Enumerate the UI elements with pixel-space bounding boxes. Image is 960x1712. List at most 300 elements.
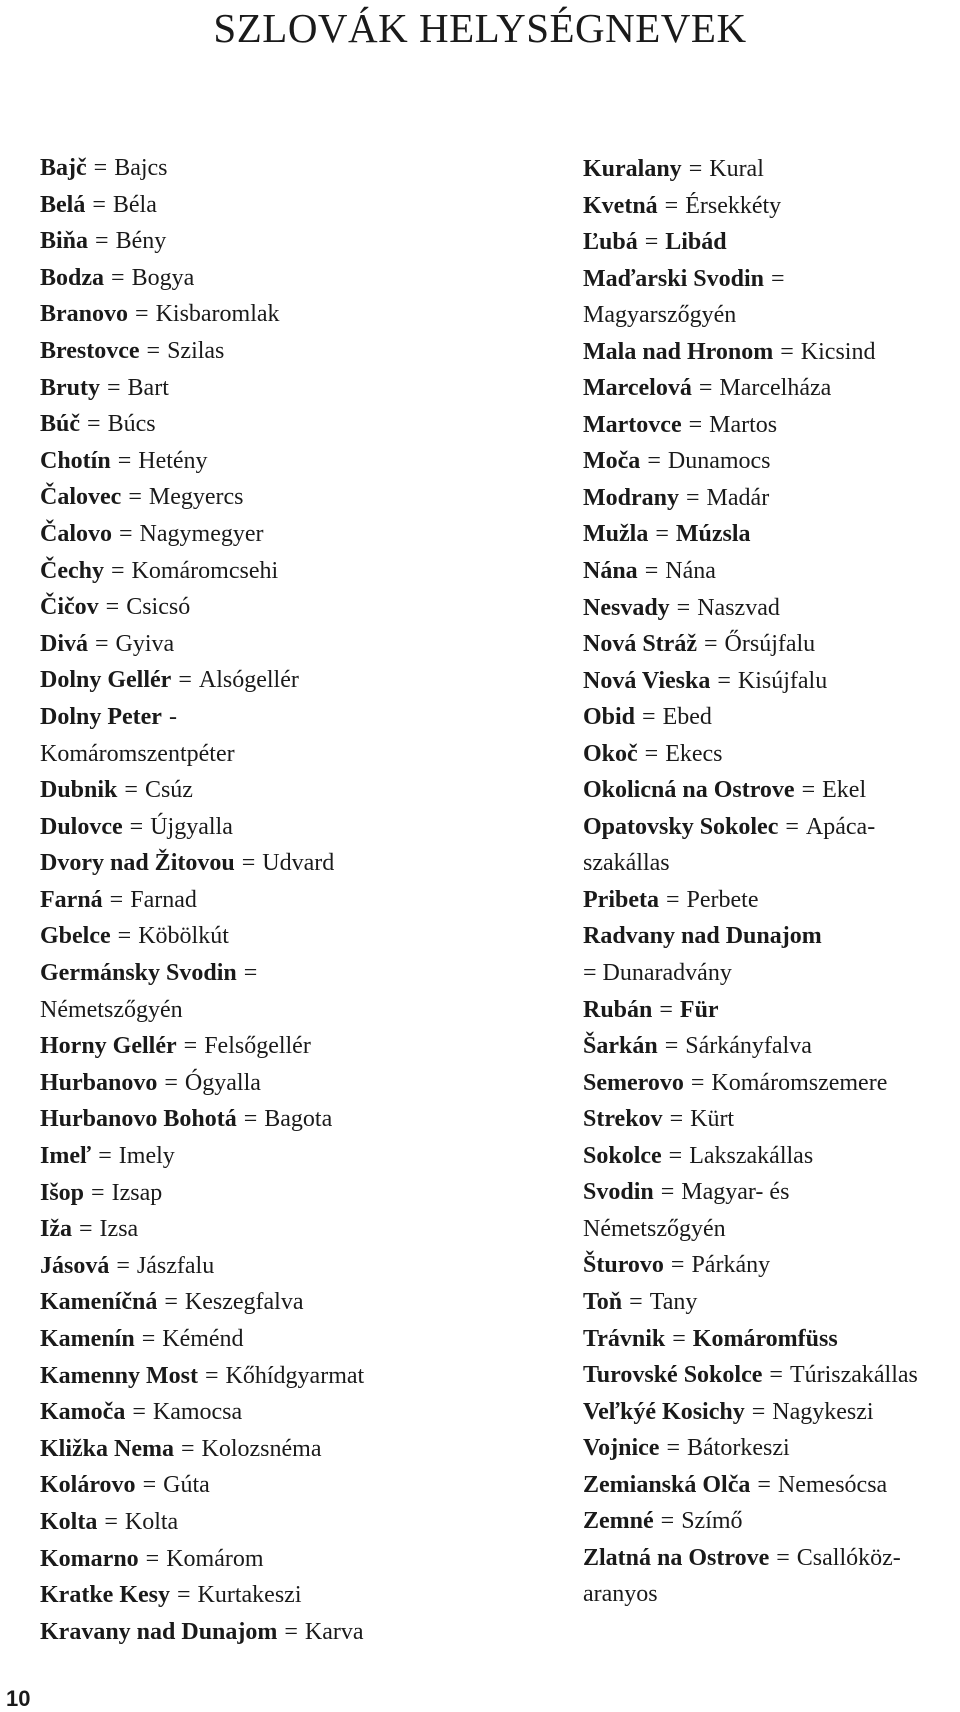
place-name-entry: [583, 1028, 958, 1065]
place-name-entry: [40, 662, 460, 699]
equals-sign: =: [660, 1508, 675, 1535]
equals-sign: =: [176, 1582, 191, 1609]
equals-sign: =: [751, 1398, 766, 1425]
place-name-entry: [40, 150, 460, 187]
equals-sign: =: [98, 1143, 112, 1170]
place-name-entry: [40, 1358, 460, 1395]
equals-sign: =: [117, 447, 132, 474]
place-name-entry: [40, 1028, 460, 1065]
equals-sign: =: [676, 594, 691, 621]
equals-sign: =: [780, 338, 794, 365]
slovak-name: Komarno: [40, 1545, 139, 1572]
hungarian-name: Szímő: [681, 1508, 743, 1535]
equals-sign: =: [243, 960, 258, 987]
hungarian-name: Kőhídgyarmat: [225, 1362, 365, 1389]
place-name-entry: [40, 479, 460, 516]
hungarian-name: Keszegfalva: [184, 1289, 304, 1316]
slovak-name: Okolicná na Ostrove: [583, 777, 795, 804]
slovak-name: Biňa: [40, 228, 89, 255]
slovak-name: Imeľ: [40, 1143, 92, 1170]
entry-continuation: Németszőgyén: [40, 996, 183, 1023]
place-name-entry: [583, 151, 958, 188]
place-name-entry: [40, 809, 460, 846]
hungarian-name: Komáromcsehi: [131, 557, 279, 584]
place-name-entry: [40, 845, 460, 882]
hungarian-name: Csallóköz-: [796, 1544, 901, 1571]
hungarian-name: Bény: [115, 228, 167, 255]
equals-sign: =: [95, 228, 109, 255]
place-name-entry: [583, 992, 958, 1029]
hungarian-name: Köbölkút: [138, 923, 229, 950]
place-name-entry: [583, 1467, 958, 1504]
hungarian-name: Kicsind: [800, 338, 876, 365]
place-name-entry: [583, 480, 958, 517]
hungarian-name: Nagykeszi: [772, 1398, 874, 1425]
equals-sign: =: [111, 264, 125, 291]
slovak-name: Pribeta: [583, 886, 659, 913]
equals-sign: =: [107, 374, 121, 401]
place-name-entry: [583, 443, 958, 480]
slovak-name: Nová Vieska: [583, 667, 711, 694]
hungarian-name: Naszvad: [697, 594, 780, 621]
hungarian-name: Hetény: [138, 447, 208, 474]
place-name-entry: [583, 224, 958, 261]
slovak-name: Sokolce: [583, 1142, 662, 1169]
slovak-name: Kamoča: [40, 1399, 126, 1426]
slovak-name: Maďarski Svodin: [583, 265, 764, 292]
place-name-entry: [40, 1431, 460, 1468]
slovak-name: Horny Gellér: [40, 1033, 177, 1060]
place-name-entry: [583, 516, 958, 553]
slovak-name: Farná: [40, 886, 103, 913]
place-name-entry: [40, 260, 460, 297]
place-name-entry: [583, 1284, 958, 1321]
equals-sign: =: [116, 1252, 130, 1279]
page-title: SZLOVÁK HELYSÉGNEVEK: [213, 5, 747, 51]
slovak-name: Kamenín: [40, 1326, 135, 1352]
slovak-name: Kolárovo: [40, 1472, 136, 1499]
slovak-name: Dolny Peter: [40, 703, 162, 730]
place-name-entry: [583, 1321, 958, 1358]
hungarian-name: Csúz: [144, 777, 193, 804]
hungarian-name: Kéménd: [162, 1326, 244, 1352]
hungarian-name: Érsekkéty: [685, 192, 782, 219]
slovak-name: Modrany: [583, 484, 679, 511]
page-number: 10: [6, 1686, 31, 1711]
place-name-entry: [40, 1138, 460, 1175]
equals-sign: =: [717, 667, 731, 694]
slovak-name: Ľubá: [583, 229, 638, 256]
equals-sign: =: [644, 229, 659, 256]
slovak-name: Zemné: [583, 1508, 654, 1535]
hungarian-name: Udvard: [262, 850, 335, 877]
hungarian-name: Für: [679, 996, 719, 1023]
slovak-name: Čičov: [40, 594, 99, 621]
place-name-entry: [40, 626, 460, 663]
hungarian-name: Jászfalu: [136, 1252, 215, 1279]
hungarian-name: Bogya: [131, 264, 195, 291]
hungarian-name: Nána: [665, 558, 716, 585]
place-name-entry: [40, 296, 460, 333]
place-name-entry: [40, 1284, 460, 1321]
hungarian-name: Karva: [304, 1618, 364, 1645]
slovak-name: Semerovo: [583, 1069, 684, 1096]
place-name-entry: [583, 334, 958, 371]
place-name-entry: [40, 1467, 460, 1504]
place-name-entry: [583, 736, 958, 773]
equals-sign: =: [668, 1142, 683, 1169]
slovak-name: Mužla: [583, 521, 649, 548]
equals-sign: =: [104, 1508, 118, 1535]
equals-sign: =: [183, 1033, 198, 1060]
equals-sign: =: [117, 923, 132, 950]
hungarian-name: Ekel: [822, 777, 867, 804]
entry-continuation: = Dunaradvány: [583, 960, 732, 987]
place-name-entry: [40, 955, 460, 992]
equals-sign: =: [110, 557, 125, 584]
hungarian-name: Izsa: [99, 1216, 139, 1243]
slovak-name: Nová Stráž: [583, 631, 697, 658]
place-name-entry: [40, 187, 460, 224]
hungarian-name: Bátorkeszi: [687, 1435, 790, 1462]
hungarian-name: Kural: [709, 156, 764, 182]
place-name-entry: [583, 626, 958, 663]
slovak-name: Dolny Gellér: [40, 667, 172, 694]
equals-sign: =: [129, 813, 144, 840]
place-name-entry: [583, 1065, 958, 1102]
hungarian-name: Libád: [665, 229, 727, 256]
equals-sign: =: [109, 886, 124, 913]
slovak-name: Strekov: [583, 1106, 663, 1133]
place-name-entry: [40, 1394, 460, 1431]
slovak-name: Kratke Kesy: [40, 1582, 170, 1609]
place-name-entry: [583, 1540, 958, 1577]
place-name-entry: [583, 918, 958, 955]
equals-sign: =: [105, 594, 120, 621]
hungarian-name: Farnad: [130, 886, 197, 913]
entry-continuation: Komáromszentpéter: [40, 740, 235, 767]
hungarian-name: Bajcs: [114, 155, 168, 181]
place-name-entry: [583, 188, 958, 225]
equals-sign: =: [629, 1288, 643, 1315]
slovak-name: Radvany nad Dunajom: [583, 923, 822, 950]
hungarian-name: Megyercs: [148, 484, 244, 511]
slovak-name: Vojnice: [583, 1435, 660, 1462]
equals-sign: =: [664, 1033, 679, 1060]
hungarian-name: Kurtakeszi: [197, 1582, 302, 1609]
slovak-name: Gbelce: [40, 923, 111, 950]
slovak-name: Búč: [40, 411, 81, 438]
equals-sign: =: [178, 667, 192, 694]
slovak-name: Zemianská Olča: [583, 1471, 751, 1498]
hungarian-name: Ebed: [662, 704, 712, 731]
place-name-entry: [583, 1247, 958, 1284]
equals-sign: =: [164, 1069, 178, 1096]
equals-sign: =: [688, 411, 703, 438]
slovak-name: Išop: [40, 1179, 85, 1206]
equals-sign: =: [690, 1069, 705, 1096]
equals-sign: =: [145, 1545, 160, 1572]
equals-sign: =: [241, 850, 256, 877]
slovak-name: Branovo: [40, 301, 129, 328]
equals-sign: =: [669, 1106, 684, 1133]
place-name-entry: [583, 882, 958, 919]
slovak-name: Belá: [40, 191, 86, 218]
slovak-name: Dvory nad Žitovou: [40, 850, 235, 877]
place-name-entry: [40, 1577, 460, 1614]
hungarian-name: Felsőgellér: [204, 1033, 311, 1060]
hungarian-name: Nagymegyer: [139, 520, 264, 547]
hungarian-name: Kolozsnéma: [201, 1435, 322, 1462]
slovak-name: Nána: [583, 558, 638, 585]
hungarian-name: Múzsla: [675, 521, 751, 548]
equals-sign: =: [135, 301, 149, 328]
equals-sign: =: [132, 1399, 146, 1426]
place-name-entry: [40, 1614, 460, 1651]
place-name-entry: [583, 370, 958, 407]
equals-sign: =: [95, 630, 109, 657]
slovak-name: Zlatná na Ostrove: [583, 1544, 770, 1571]
hungarian-name: Alsógellér: [198, 667, 299, 694]
hungarian-name: Túriszakállas: [789, 1362, 918, 1389]
equals-sign: =: [91, 1179, 105, 1206]
equals-sign: =: [243, 1106, 258, 1133]
slovak-name: Iža: [40, 1216, 72, 1243]
hungarian-name: Marcelháza: [719, 375, 832, 402]
place-name-entry: [40, 1211, 460, 1248]
equals-sign: =: [757, 1471, 771, 1498]
hungarian-name: Imely: [118, 1143, 175, 1170]
place-name-entry: [583, 553, 958, 590]
slovak-name: Kolta: [40, 1508, 98, 1535]
equals-sign: =: [644, 740, 659, 767]
place-name-entry: [40, 918, 460, 955]
place-name-entry: [40, 699, 460, 736]
hungarian-name: Béla: [112, 191, 157, 218]
slovak-name: Kameníčná: [40, 1289, 158, 1316]
equals-sign: =: [665, 886, 680, 913]
equals-sign: =: [180, 1435, 195, 1462]
hungarian-name: Perbete: [686, 886, 759, 913]
hungarian-name: Izsap: [111, 1179, 163, 1206]
equals-sign: =: [785, 813, 799, 840]
place-name-entry: [40, 1541, 460, 1578]
slovak-name: Šarkán: [583, 1033, 658, 1060]
hungarian-name: Bart: [127, 374, 169, 401]
equals-sign: =: [769, 1362, 783, 1389]
equals-sign: =: [770, 265, 785, 292]
place-name-entry: [583, 407, 958, 444]
place-name-entry: [40, 223, 460, 260]
place-name-entry: [40, 1504, 460, 1541]
place-name-entry: [40, 1175, 460, 1212]
hungarian-name: Kisújfalu: [737, 667, 828, 694]
equals-sign: =: [284, 1618, 298, 1645]
place-name-entry: [583, 261, 958, 298]
slovak-name: Kvetná: [583, 192, 658, 219]
place-name-entry: [583, 809, 958, 846]
equals-sign: =: [688, 156, 703, 182]
slovak-name: Čalovo: [40, 520, 112, 547]
hungarian-name: Gúta: [163, 1472, 210, 1499]
slovak-name: Germánsky Svodin: [40, 960, 237, 987]
slovak-name: Divá: [40, 630, 88, 657]
place-name-entry: [583, 699, 958, 736]
slovak-name: Hurbanovo: [40, 1069, 158, 1096]
equals-sign: =: [124, 777, 138, 804]
hungarian-name: Újgyalla: [150, 813, 233, 840]
hungarian-name: Ekecs: [665, 740, 723, 767]
hungarian-name: Madár: [706, 484, 770, 511]
equals-sign: =: [93, 155, 108, 181]
entry-continuation: Németszőgyén: [583, 1215, 726, 1242]
slovak-name: Jásová: [40, 1252, 110, 1279]
slovak-name: Obid: [583, 704, 636, 731]
equals-sign: =: [659, 996, 673, 1023]
equals-sign: =: [642, 704, 656, 731]
slovak-name: Moča: [583, 448, 641, 475]
slovak-name: Brestovce: [40, 337, 140, 364]
slovak-name: Hurbanovo Bohotá: [40, 1106, 237, 1133]
entry-continuation: szakállas: [583, 850, 670, 877]
equals-sign: =: [801, 777, 816, 804]
slovak-name: Kližka Nema: [40, 1435, 174, 1462]
hungarian-name: Nemesócsa: [777, 1471, 888, 1498]
place-name-entry: [583, 1174, 958, 1211]
equals-sign: =: [666, 1435, 680, 1462]
slovak-name: Mala nad Hronom: [583, 338, 774, 365]
slovak-name: Kamenny Most: [40, 1362, 198, 1389]
slovak-name: Nesvady: [583, 594, 670, 621]
slovak-name: Marcelová: [583, 375, 692, 402]
hungarian-name: Komárom: [166, 1545, 264, 1572]
slovak-name: Svodin: [583, 1179, 654, 1206]
equals-sign: =: [672, 1325, 686, 1352]
hungarian-name: Párkány: [691, 1252, 771, 1279]
place-name-entry: [40, 1065, 460, 1102]
right-column: [583, 151, 958, 1613]
place-name-entry: [40, 589, 460, 626]
hungarian-name: Őrsújfalu: [724, 631, 816, 658]
equals-sign: =: [146, 337, 161, 364]
equals-sign: =: [670, 1252, 685, 1279]
hungarian-name: Lakszakállas: [689, 1142, 814, 1169]
slovak-name: Dubnik: [40, 777, 118, 804]
hungarian-name: Csicsó: [126, 594, 191, 621]
place-name-entry: [40, 1321, 460, 1358]
hungarian-name: Bagota: [264, 1106, 333, 1133]
place-name-entry: [40, 370, 460, 407]
hungarian-name: Komáromszemere: [711, 1069, 888, 1096]
place-name-entry: [583, 1138, 958, 1175]
hungarian-name: Dunamocs: [667, 448, 771, 475]
slovak-name: Opatovsky Sokolec: [583, 813, 779, 840]
equals-sign: =: [119, 520, 133, 547]
equals-sign: =: [660, 1179, 675, 1206]
equals-sign: =: [664, 192, 679, 219]
equals-sign: =: [647, 448, 661, 475]
place-name-entry: [583, 1101, 958, 1138]
slovak-name: Čechy: [40, 557, 104, 584]
slovak-name: Okoč: [583, 740, 638, 767]
hungarian-name: Sárkányfalva: [685, 1033, 812, 1060]
slovak-name: Šturovo: [583, 1252, 664, 1279]
place-name-entry: [40, 406, 460, 443]
equals-sign: =: [87, 411, 101, 438]
slovak-name: Kuralany: [583, 156, 682, 182]
place-name-entry: [40, 516, 460, 553]
place-name-entry: [583, 772, 958, 809]
entry-continuation: Magyarszőgyén: [583, 302, 737, 329]
hungarian-name: Ógyalla: [184, 1069, 261, 1096]
place-name-entry: [583, 1430, 958, 1467]
equals-sign: =: [776, 1544, 790, 1571]
slovak-name: Kravany nad Dunajom: [40, 1618, 278, 1645]
place-name-entry: [40, 882, 460, 919]
hungarian-name: Komáromfüss: [692, 1325, 838, 1352]
equals-sign: =: [644, 558, 659, 585]
slovak-name: Toň: [583, 1288, 623, 1315]
equals-sign: =: [655, 521, 669, 548]
slovak-name: Martovce: [583, 411, 682, 438]
place-name-entry: [40, 443, 460, 480]
equals-sign: =: [703, 631, 718, 658]
left-column: [40, 150, 460, 1650]
slovak-name: Trávnik: [583, 1325, 666, 1352]
equals-sign: =: [205, 1362, 219, 1389]
hungarian-name: Kolta: [124, 1508, 179, 1535]
hungarian-name: Búcs: [107, 411, 156, 438]
slovak-name: Čalovec: [40, 484, 122, 511]
equals-sign: =: [164, 1289, 178, 1316]
hungarian-name: Kamocsa: [152, 1399, 243, 1426]
place-name-entry: [583, 663, 958, 700]
equals-sign: =: [92, 191, 106, 218]
equals-sign: =: [686, 484, 700, 511]
slovak-name: Chotín: [40, 447, 111, 474]
place-name-entry: [583, 1503, 958, 1540]
place-name-entry: [40, 772, 460, 809]
place-name-entry: [40, 1101, 460, 1138]
hungarian-name: Kürt: [690, 1106, 735, 1133]
equals-sign: =: [142, 1472, 157, 1499]
slovak-name: Veľkýé Kosichy: [583, 1398, 745, 1425]
entry-continuation: aranyos: [583, 1581, 658, 1608]
place-name-entry: [583, 1394, 958, 1431]
place-name-entry: [583, 590, 958, 627]
hungarian-name: Gyiva: [115, 630, 175, 657]
slovak-name: Bruty: [40, 374, 100, 401]
slovak-name: Dulovce: [40, 813, 123, 840]
slovak-name: Rubán: [583, 996, 653, 1023]
hungarian-name: Tany: [649, 1288, 698, 1315]
hungarian-name: Martos: [709, 411, 778, 438]
hungarian-name: Apáca-: [805, 813, 876, 840]
hungarian-name: Magyar- és: [681, 1179, 790, 1206]
slovak-name: Turovské Sokolce: [583, 1362, 763, 1389]
hungarian-name: Kisbaromlak: [155, 301, 280, 328]
place-name-entry: [40, 1248, 460, 1285]
slovak-name: Bodza: [40, 264, 105, 291]
place-name-entry: [583, 1357, 958, 1394]
equals-sign: =: [141, 1326, 156, 1352]
equals-sign: =: [698, 375, 713, 402]
place-name-entry: [40, 553, 460, 590]
equals-sign: =: [79, 1216, 93, 1243]
equals-sign: =: [128, 484, 142, 511]
slovak-name: Bajč: [40, 155, 87, 181]
hungarian-name: Szilas: [167, 337, 225, 364]
